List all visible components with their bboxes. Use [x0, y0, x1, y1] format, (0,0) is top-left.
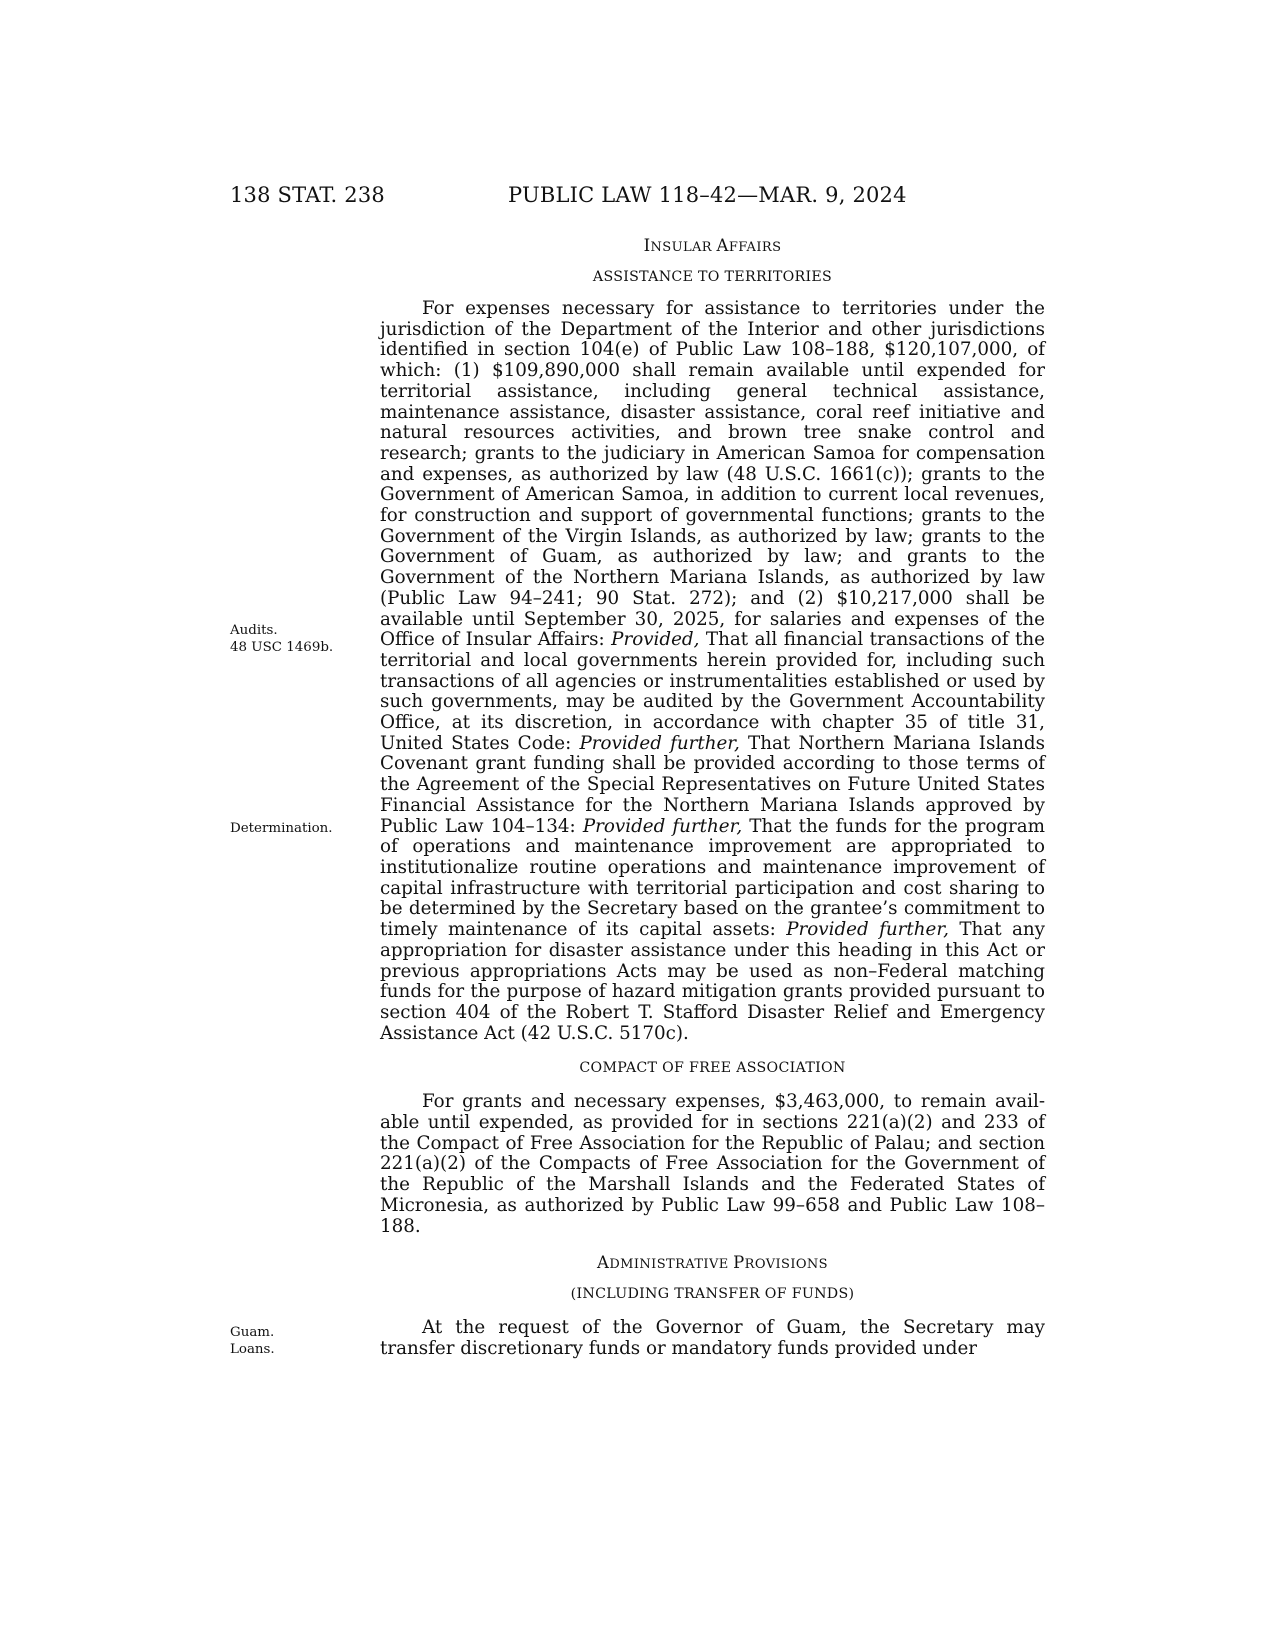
paragraph-guam-transfer: At the request of the Governor of Guam, the Secretary may transfer discretionary funds or mandatory funds provided under [380, 1317, 1045, 1359]
paragraph-compact: For grants and necessary expenses, $3,463,000, to remain available until expended, as provided for in sections 221(a)(2) and 233 of the Compact of Free Association for the Republic of Palau; and section 221(a)(2) of the Compacts of Free Association for the Government of the Republic of the Marshall Islands and the Federated States of Micronesia, as authorized by Public Law 99–658 and Public Law 108–188. [380, 1091, 1045, 1237]
public-law-title: PUBLIC LAW 118–42—MAR. 9, 2024 [508, 183, 907, 207]
heading-compact-of-free-association: COMPACT OF FREE ASSOCIATION [579, 1060, 846, 1077]
heading-assistance-to-territories: ASSISTANCE TO TERRITORIES [592, 269, 833, 285]
heading-including-transfer-of-funds: (INCLUDING TRANSFER OF FUNDS) [570, 1286, 855, 1303]
margin-note-audits [230, 622, 360, 656]
margin-note-line: 48 USC 1469b. [230, 640, 334, 655]
stat-page-number: 138 STAT. 238 [230, 183, 385, 207]
page-header [230, 183, 1040, 213]
margin-note-line: Determination. [230, 821, 333, 836]
body-column [380, 236, 1045, 1360]
margin-note-determination [230, 820, 360, 837]
margin-note-line: Guam. [230, 1325, 275, 1340]
paragraph-assistance-to-territories: For expenses necessary for assistance to territories under the jurisdiction of the Department of the Interior and other jurisdictions identified in section 104(e) of Public Law 108–188, $120,107,000, of which: (1) $109,890,000 shall remain available until expended for territorial assistance, including general technical assistance, maintenance assistance, disaster assistance, coral reef initiative and natural resources activities, and brown tree snake control and research; grants to the judiciary in American Samoa for compensation and expenses, as authorized by law (48 U.S.C. 1661(c)); grants to the Government of American Samoa, in addition to current local revenues, for construction and support of governmental functions; grants to the Government of the Virgin Islands, as authorized by law; grants to the Government of Guam, as authorized by law; and grants to the Government of the Northern Mariana Islands, as authorized by law (Public Law 94–241; 90 Stat. 272); and (2) $10,217,000 shall be available until September 30, 2025, for salaries and expenses of the Office of Insular Affairs: Provided, That all financial transactions of the territorial and local governments herein provided for, including such transactions of all agencies or instrumentalities established or used by such governments, may be audited by the Government Accountability Office, at its discretion, in accordance with chapter 35 of title 31, United States Code: Provided further, That Northern Mariana Islands Covenant grant funding shall be provided according to those terms of the Agreement of the Special Representatives on Future United States Financial Assistance for the Northern Mariana Islands approved by Public Law 104–134: Provided further, That the funds for the program of operations and maintenance improvement are appropriated to institutionalize routine operations and maintenance improvement of capital infrastructure with territorial participation and cost sharing to be determined by the Secretary based on the grantee’s commitment to timely maintenance of its capital assets: Provided further, That any appropriation for disaster assistance under this heading in this Act or previous appropriations Acts may be used as non–Federal matching funds for the purpose of hazard mitigation grants provided pursuant to section 404 of the Robert T. Stafford Disaster Relief and Emergency Assistance Act (42 U.S.C. 5170c). [380, 298, 1046, 1044]
heading-administrative-provisions: ADMINISTRATIVE PROVISIONS [596, 1253, 828, 1273]
margin-note-guam-loans [230, 1324, 360, 1358]
heading-insular-affairs: INSULAR AFFAIRS [643, 236, 782, 255]
margin-note-line: Audits. [230, 623, 278, 638]
margin-note-line: Loans. [230, 1342, 275, 1357]
